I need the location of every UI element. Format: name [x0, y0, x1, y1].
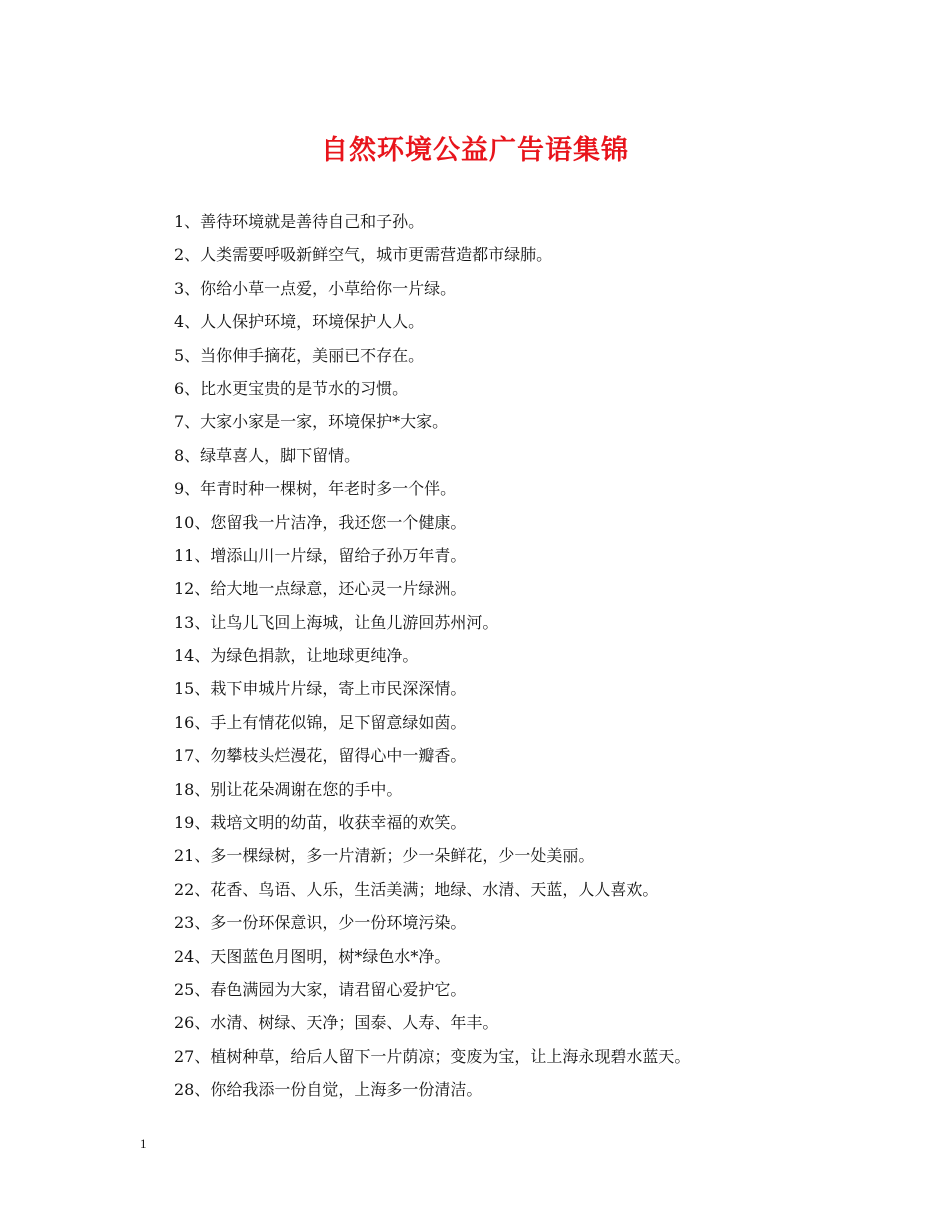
- list-item: 11、增添山川一片绿，留给子孙万年青。: [174, 545, 467, 565]
- slogan-list: [174, 205, 874, 1107]
- list-item: 26、水清、树绿、天净；国泰、人寿、年丰。: [174, 1013, 499, 1033]
- list-item: 17、勿攀枝头烂漫花，留得心中一瓣香。: [174, 746, 467, 766]
- list-item: 16、手上有情花似锦，足下留意绿如茵。: [174, 712, 467, 732]
- list-item: 28、你给我添一份自觉，上海多一份清洁。: [174, 1080, 483, 1100]
- page-number: 1: [140, 1136, 147, 1151]
- list-item: 1、善待环境就是善待自己和子孙。: [174, 212, 425, 231]
- list-item: 13、让鸟儿飞回上海城，让鱼儿游回苏州河。: [174, 612, 499, 632]
- list-item: 18、别让花朵凋谢在您的手中。: [174, 779, 403, 799]
- list-item: 2、人类需要呼吸新鲜空气，城市更需营造都市绿肺。: [174, 245, 553, 265]
- list-item: 25、春色满园为大家，请君留心爱护它。: [174, 979, 467, 999]
- list-item: 24、天图蓝色月图明，树*绿色水*净。: [174, 946, 451, 966]
- list-item: 22、花香、鸟语、人乐，生活美满；地绿、水清、天蓝，人人喜欢。: [174, 879, 659, 899]
- list-item: 12、给大地一点绿意，还心灵一片绿洲。: [174, 579, 467, 599]
- list-item: 23、多一份环保意识，少一份环境污染。: [174, 913, 467, 933]
- list-item: 7、大家小家是一家，环境保护*大家。: [174, 412, 449, 432]
- list-item: 5、当你伸手摘花，美丽已不存在。: [174, 345, 425, 365]
- list-item: 15、栽下申城片片绿，寄上市民深深情。: [174, 679, 467, 699]
- list-item: 19、栽培文明的幼苗，收获幸福的欢笑。: [174, 813, 467, 833]
- list-item: 21、多一棵绿树，多一片清新；少一朵鲜花，少一处美丽。: [174, 846, 595, 866]
- page-title: 自然环境公益广告语集锦: [321, 135, 629, 166]
- list-item: 4、人人保护环境，环境保护人人。: [174, 312, 425, 332]
- list-item: 27、植树种草，给后人留下一片荫凉；变废为宝，让上海永现碧水蓝天。: [174, 1046, 691, 1066]
- list-item: 6、比水更宝贵的是节水的习惯。: [174, 378, 409, 398]
- list-item: 10、您留我一片洁净，我还您一个健康。: [174, 512, 467, 532]
- list-item: 3、你给小草一点爱，小草给你一片绿。: [174, 278, 457, 298]
- list-item: 14、为绿色捐款，让地球更纯净。: [174, 646, 419, 666]
- list-item: 8、绿草喜人，脚下留情。: [174, 445, 361, 465]
- list-item: 9、年青时种一棵树，年老时多一个伴。: [174, 479, 457, 499]
